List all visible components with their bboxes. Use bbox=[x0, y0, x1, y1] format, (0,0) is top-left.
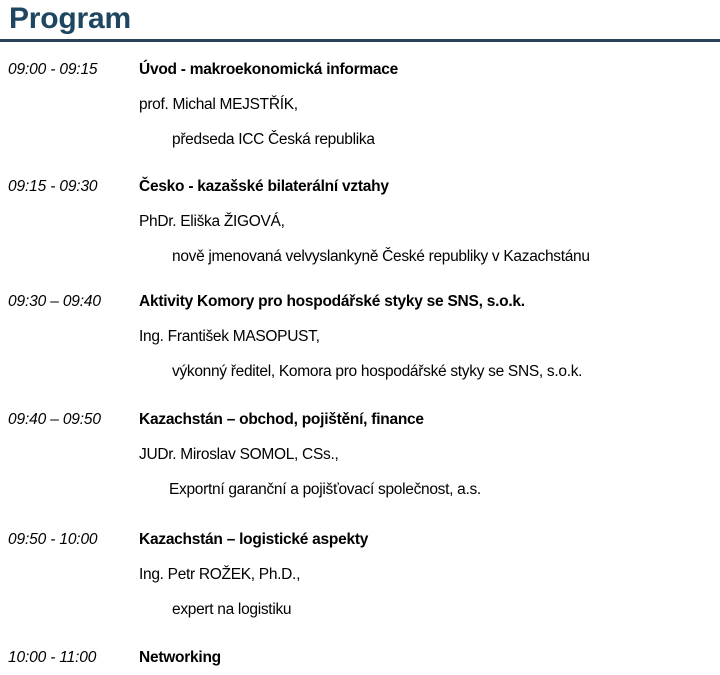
row-speaker: prof. Michal MEJSTŘÍK, bbox=[139, 96, 298, 113]
row-speaker: Ing. František MASOPUST, bbox=[139, 328, 320, 345]
row-body bbox=[139, 290, 714, 383]
row-speaker: PhDr. Eliška ŽIGOVÁ, bbox=[139, 213, 285, 230]
row-affiliation: výkonný ředitel, Komora pro hospodářské styky se SNS, s.o.k. bbox=[172, 363, 583, 380]
row-time: 09:40 – 09:50 bbox=[8, 411, 101, 428]
page-title: Program bbox=[9, 2, 131, 35]
row-topic: Networking bbox=[139, 649, 221, 666]
row-topic: Kazachstán – obchod, pojištění, finance bbox=[139, 411, 424, 428]
row-topic: Aktivity Komory pro hospodářské styky se SNS, s.o.k. bbox=[139, 293, 525, 310]
page-header bbox=[0, 0, 720, 42]
row-topic: Česko - kazašské bilaterální vztahy bbox=[139, 178, 389, 195]
row-body bbox=[139, 408, 714, 501]
row-affiliation: nově jmenovaná velvyslankyně České republiky v Kazachstánu bbox=[172, 248, 590, 265]
row-topic: Úvod - makroekonomická informace bbox=[139, 61, 399, 78]
row-body bbox=[139, 175, 714, 268]
row-time: 09:00 - 09:15 bbox=[8, 61, 98, 78]
row-speaker: JUDr. Miroslav SOMOL, CSs., bbox=[139, 446, 339, 463]
row-topic: Kazachstán – logistické aspekty bbox=[139, 531, 369, 548]
row-time: 09:15 - 09:30 bbox=[8, 178, 98, 195]
row-affiliation: Exportní garanční a pojišťovací společnost, a.s. bbox=[169, 481, 481, 498]
row-time: 09:50 - 10:00 bbox=[8, 531, 98, 548]
row-body bbox=[139, 58, 714, 151]
title-divider bbox=[0, 39, 720, 42]
row-body bbox=[139, 528, 714, 621]
row-body bbox=[139, 646, 714, 669]
row-speaker: Ing. Petr ROŽEK, Ph.D., bbox=[139, 566, 301, 583]
row-affiliation: expert na logistiku bbox=[172, 601, 292, 618]
row-affiliation: předseda ICC Česká republika bbox=[172, 131, 375, 148]
row-time: 10:00 - 11:00 bbox=[8, 649, 97, 666]
row-time: 09:30 – 09:40 bbox=[8, 293, 101, 310]
